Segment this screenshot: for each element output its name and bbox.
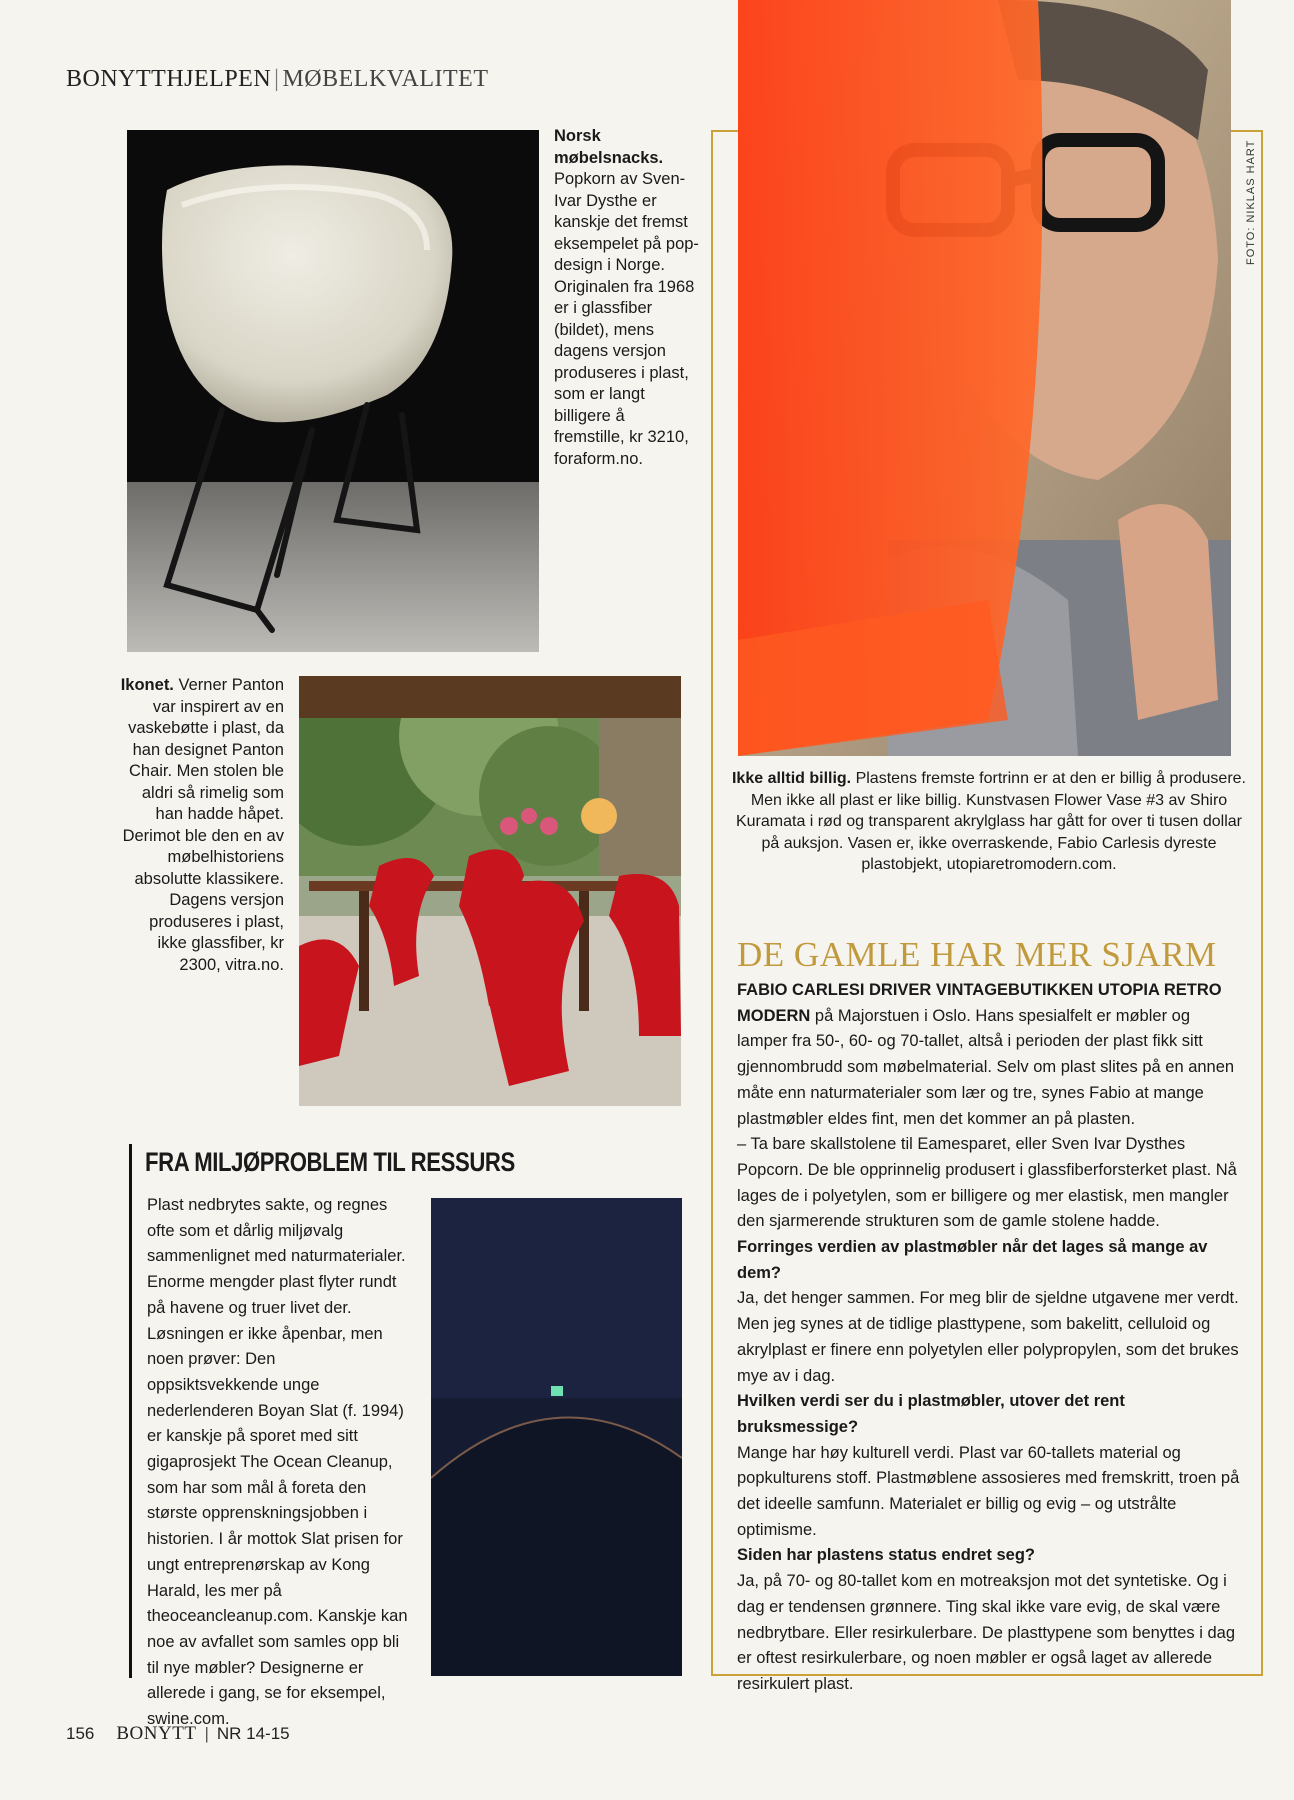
panton-caption-lead: Ikonet. — [120, 676, 174, 694]
interview-intro — [737, 978, 1243, 1132]
interview-body — [737, 978, 1243, 1698]
chair-illustration — [127, 130, 539, 652]
vase-caption-lead: Ikke alltid billig. — [731, 770, 852, 787]
popcorn-chair-photo — [127, 130, 539, 652]
portrait-illustration — [738, 0, 1231, 756]
chair-caption-text: Popkorn av Sven-Ivar Dysthe er kanskje det fremst eksempelet på pop-design i Norge. Originalen fra 1968 er i glassfiber (bildet), mens dagens versjon produseres i plast, som er langt billigere å fremstille, kr 3210, foraform.no. — [554, 170, 699, 468]
interview-question: Hvilken verdi ser du i plastmøbler, utover det rent bruksmessige? — [737, 1392, 1125, 1436]
vase-caption — [730, 768, 1248, 876]
issue-number: NR 14-15 — [216, 1724, 290, 1743]
ocean-illustration — [431, 1198, 682, 1676]
interview-question: Forringes verdien av plastmøbler når det lages så mange av dem? — [737, 1238, 1208, 1282]
panton-illustration — [299, 676, 681, 1106]
panton-chair-photo — [299, 676, 681, 1106]
section-header — [66, 66, 489, 93]
panton-caption — [118, 675, 284, 976]
box-title: FRA MILJØPROBLEM TIL RESSURS — [145, 1147, 515, 1177]
photo-credit: FOTO: NIKLAS HART — [1245, 139, 1257, 265]
subsection-name: MØBELKVALITET — [282, 66, 489, 92]
interview-answer: Ja, det henger sammen. For meg blir de sjeldne utgavene mer verdt. Men jeg synes at de tidlige plasttypene, som bakelitt, celluloid og akrylplast er finere enn polyetylen eller polypropylen, som det brukes mye av i dag. — [737, 1289, 1239, 1385]
section-name: BONYTTHJELPEN — [66, 66, 272, 92]
portrait-photo — [738, 0, 1231, 756]
box-rule — [129, 1144, 132, 1678]
interview-title: DE GAMLE HAR MER SJARM — [737, 935, 1217, 974]
interview-quote: – Ta bare skallstolene til Eamesparet, eller Sven Ivar Dysthes Popcorn. De ble opprinnelig produsert i glassfiberforsterket plast. Nå lages de i polyetylen, som er billigere og mer elastisk, men mangler den sjarmerende strukturen som de gamle stolene hadde. — [737, 1135, 1237, 1231]
chair-caption — [554, 126, 699, 470]
interview-answer: Mange har høy kulturell verdi. Plast var 60-tallets material og popkulturens stoff. Plastmøblene assosieres med fremskritt, troen på det ideelle samfunn. Materialet er billig og evig – og utstrålte optimisme. — [737, 1443, 1240, 1539]
panton-caption-text: Verner Panton var inspirert av en vaskebøtte i plast, da han designet Panton Chair. Men stolen ble aldri så rimelig som han hadde håpet. Derimot ble den en av møbelhistoriens absolutte klassikere. Dagens versjon produseres i plast, ikke glassfiber, kr 2300, vitra.no. — [122, 676, 284, 974]
interview-lead: FABIO CARLESI DRIVER VINTAGEBUTIKKEN UTOPIA RETRO MODERN — [737, 981, 1222, 1025]
magazine-name: BONYTT — [116, 1723, 197, 1744]
box-text: Plast nedbrytes sakte, og regnes ofte som et dårlig miljøvalg sammenlignet med naturmaterialer. Enorme mengder plast flyter rundt på havene og truer livet der. Løsningen er ikke åpenbar, men noen prøver: Den oppsiktsvekkende unge nederlenderen Boyan Slat (f. 1994) er kanskje på sporet med sitt gigaprosjekt The Ocean Cleanup, som har som mål å foreta den største opprenskningsjobben i historien. I år mottok Slat prisen for ungt entreprenørskap av Kong Harald, les mer på theoceancleanup.com. Kanskje kan noe av avfallet som samles opp bli til nye møbler? Designerne er allerede i gang, se for eksempel, swine.com. — [147, 1196, 408, 1729]
folio — [66, 1723, 290, 1745]
chair-caption-lead: Norsk møbelsnacks. — [554, 127, 664, 167]
interview-intro-text: på Majorstuen i Oslo. Hans spesialfelt er møbler og lamper fra 50-, 60- og 70-tallet, altså i perioden der plast fikk sitt gjennombrudd som møbelmaterial. Selv om plast slites på en annen måte enn naturmaterialer som lær og tre, synes Fabio at mange plastmøbler eldes fint, men det kommer an på plasten. — [737, 1006, 1235, 1128]
header-separator: | — [274, 66, 280, 92]
interview-question: Siden har plastens status endret seg? — [737, 1546, 1035, 1565]
interview-answer: Ja, på 70- og 80-tallet kom en motreaksjon mot det syntetiske. Og i dag er tendensen grønnere. Ting skal ikke vare evig, de skal være nedbrytbare. Eller resirkulerbare. De plasttypene som benyttes i dag er oftest resirkulerbare, og noen møbler er også laget av allerede resirkulert plast. — [737, 1572, 1236, 1693]
folio-separator: | — [204, 1724, 209, 1743]
ocean-cleanup-photo — [431, 1198, 682, 1676]
page-number: 156 — [66, 1724, 95, 1743]
vase-caption-text: Plastens fremste fortrinn er at den er billig å produsere. Men ikke all plast er like billig. Kunstvasen Flower Vase #3 av Shiro Kuramata i rød og transparent akrylglass har gått for over ti tusen dollar på auksjon. Vasen er, ikke overraskende, Fabio Carlesis dyreste plastobjekt, utopiaretromodern.com. — [735, 770, 1246, 873]
